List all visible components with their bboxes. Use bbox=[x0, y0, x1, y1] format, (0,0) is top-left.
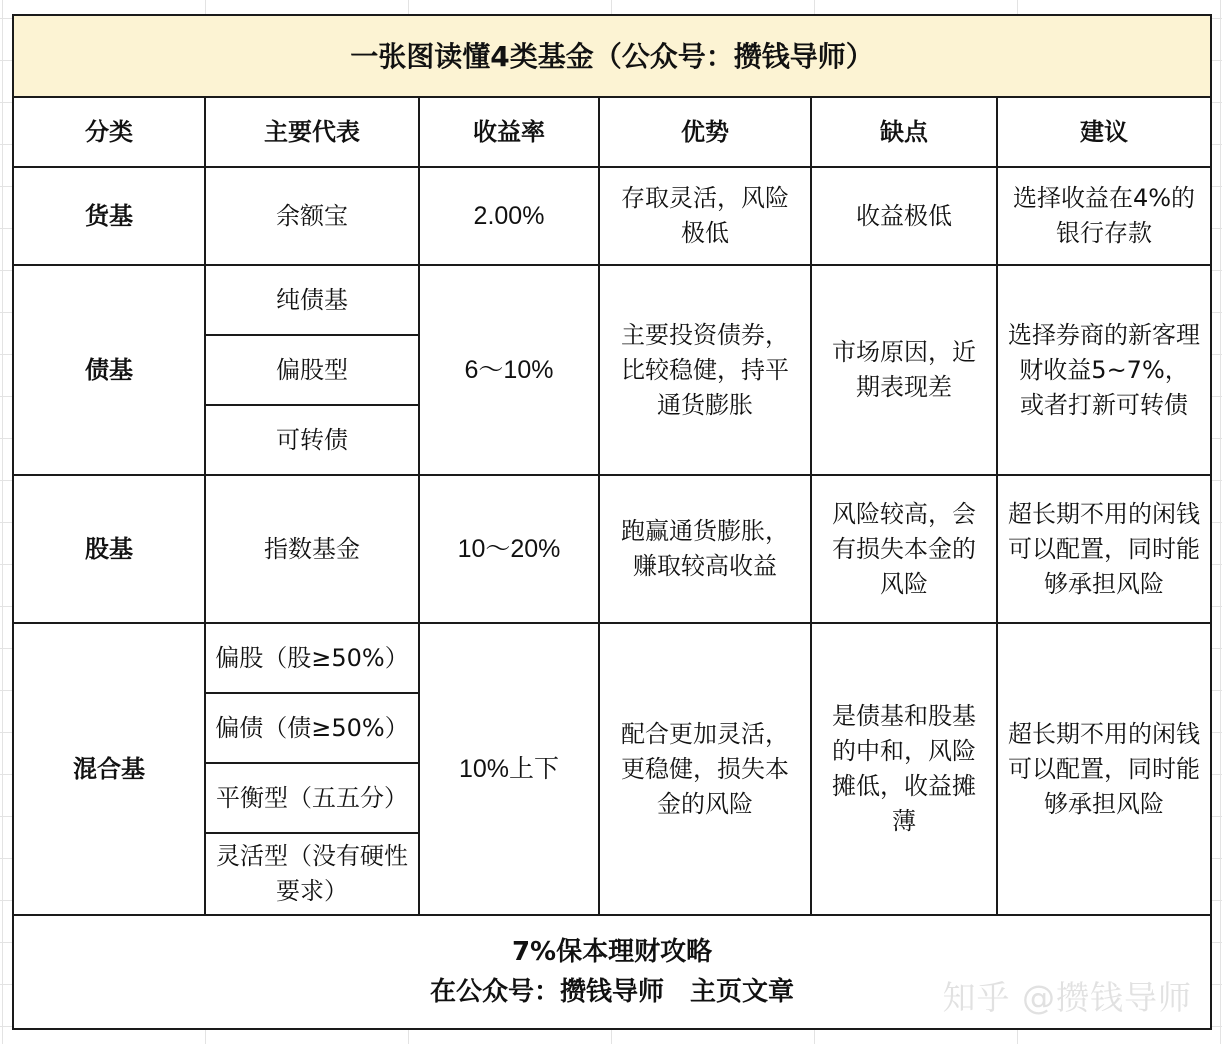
representative-cell: 可转债 bbox=[205, 405, 419, 475]
suggestion-cell: 超长期不用的闲钱可以配置，同时能够承担风险 bbox=[997, 623, 1211, 915]
representative-cell: 偏股（股≥50%） bbox=[205, 623, 419, 693]
footer-line-guide: 7%保本理财攻略 bbox=[511, 937, 713, 967]
category-cell: 货基 bbox=[13, 167, 205, 265]
disadvantage-cell: 是债基和股基的中和，风险摊低，收益摊薄 bbox=[811, 623, 997, 915]
footer-line-account: 在公众号：攒钱导师 主页文章 bbox=[430, 977, 795, 1007]
representative-cell: 余额宝 bbox=[205, 167, 419, 265]
table-title: 一张图读懂4类基金（公众号：攒钱导师） bbox=[13, 15, 1211, 97]
header-suggestion: 建议 bbox=[997, 97, 1211, 167]
category-cell: 混合基 bbox=[13, 623, 205, 915]
representative-cell: 偏股型 bbox=[205, 335, 419, 405]
fund-comparison-table bbox=[12, 14, 1212, 1030]
disadvantage-cell: 市场原因，近期表现差 bbox=[811, 265, 997, 475]
disadvantage-cell: 收益极低 bbox=[811, 167, 997, 265]
representative-cell: 偏债（债≥50%） bbox=[205, 693, 419, 763]
header-rate: 收益率 bbox=[419, 97, 599, 167]
disadvantage-cell: 风险较高，会有损失本金的风险 bbox=[811, 475, 997, 623]
representative-cell: 平衡型（五五分） bbox=[205, 763, 419, 833]
suggestion-cell: 选择券商的新客理财收益5~7%，或者打新可转债 bbox=[997, 265, 1211, 475]
table-row-mixed bbox=[13, 623, 1211, 693]
table-row-bond bbox=[13, 265, 1211, 335]
table-row-stock bbox=[13, 475, 1211, 623]
header-disadvantage: 缺点 bbox=[811, 97, 997, 167]
category-cell: 股基 bbox=[13, 475, 205, 623]
suggestion-cell: 超长期不用的闲钱可以配置，同时能够承担风险 bbox=[997, 475, 1211, 623]
header-row bbox=[13, 97, 1211, 167]
advantage-cell: 存取灵活，风险极低 bbox=[599, 167, 811, 265]
advantage-cell: 主要投资债券，比较稳健，持平通货膨胀 bbox=[599, 265, 811, 475]
advantage-cell: 配合更加灵活，更稳健，损失本金的风险 bbox=[599, 623, 811, 915]
representative-cell: 纯债基 bbox=[205, 265, 419, 335]
header-advantage: 优势 bbox=[599, 97, 811, 167]
header-category: 分类 bbox=[13, 97, 205, 167]
zhihu-watermark: 知乎 @攒钱导师 bbox=[942, 978, 1192, 1017]
rate-cell: 6～10% bbox=[419, 265, 599, 475]
header-representative: 主要代表 bbox=[205, 97, 419, 167]
rate-cell: 10～20% bbox=[419, 475, 599, 623]
suggestion-cell: 选择收益在4%的银行存款 bbox=[997, 167, 1211, 265]
representative-cell: 灵活型（没有硬性要求） bbox=[205, 833, 419, 915]
rate-cell: 10%上下 bbox=[419, 623, 599, 915]
category-cell: 债基 bbox=[13, 265, 205, 475]
advantage-cell: 跑赢通货膨胀，赚取较高收益 bbox=[599, 475, 811, 623]
rate-cell: 2.00% bbox=[419, 167, 599, 265]
representative-cell: 指数基金 bbox=[205, 475, 419, 623]
table-row-money bbox=[13, 167, 1211, 265]
